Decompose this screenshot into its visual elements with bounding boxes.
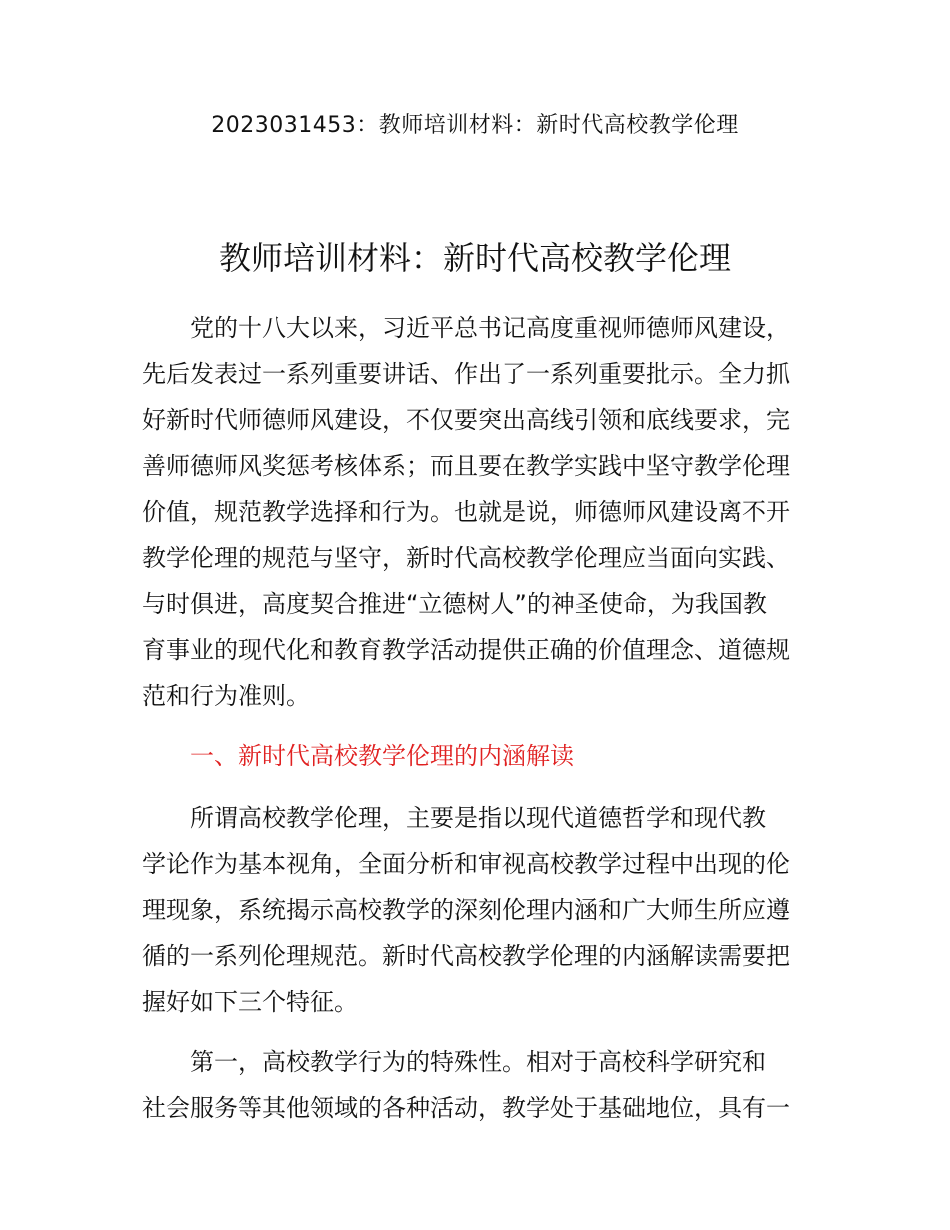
paragraph-1-line: 教学伦理的规范与坚守，新时代高校教学伦理应当面向实践、 — [142, 544, 790, 572]
paragraph-1-line: 价值，规范教学选择和行为。也就是说，师德师风建设离不开 — [142, 498, 790, 526]
paragraph-1-line: 与时俱进，高度契合推进“立德树人”的神圣使命，为我国教 — [142, 590, 767, 618]
paragraph-2-line: 所谓高校教学伦理，主要是指以现代道德哲学和现代教 — [190, 804, 766, 832]
paragraph-1-line: 好新时代师德师风建设，不仅要突出高线引领和底线要求，完 — [142, 406, 790, 434]
paragraph-1-line: 党的十八大以来，习近平总书记高度重视师德师风建设， — [190, 314, 790, 342]
paragraph-1-line: 先后发表过一系列重要讲话、作出了一系列重要批示。全力抓 — [142, 360, 790, 388]
paragraph-1-line: 育事业的现代化和教育教学活动提供正确的价值理念、道德规 — [142, 636, 790, 664]
paragraph-1-line: 善师德师风奖惩考核体系；而且要在教学实践中坚守教学伦理 — [142, 452, 790, 480]
paragraph-1-line: 范和行为准则。 — [142, 682, 310, 710]
paragraph-3-line: 第一，高校教学行为的特殊性。相对于高校科学研究和 — [190, 1048, 766, 1076]
paragraph-2-line: 学论作为基本视角，全面分析和审视高校教学过程中出现的伦 — [142, 850, 790, 878]
section-heading: 一、新时代高校教学伦理的内涵解读 — [190, 742, 574, 770]
document-header: 2023031453：教师培训材料：新时代高校教学伦理 — [211, 113, 739, 138]
paragraph-3-line: 社会服务等其他领域的各种活动，教学处于基础地位，具有一 — [142, 1094, 790, 1122]
paragraph-2-line: 循的一系列伦理规范。新时代高校教学伦理的内涵解读需要把 — [142, 942, 790, 970]
document-title: 教师培训材料：新时代高校教学伦理 — [218, 239, 731, 277]
paragraph-2-line: 理现象，系统揭示高校教学的深刻伦理内涵和广大师生所应遵 — [142, 896, 790, 924]
paragraph-2-line: 握好如下三个特征。 — [142, 988, 358, 1016]
